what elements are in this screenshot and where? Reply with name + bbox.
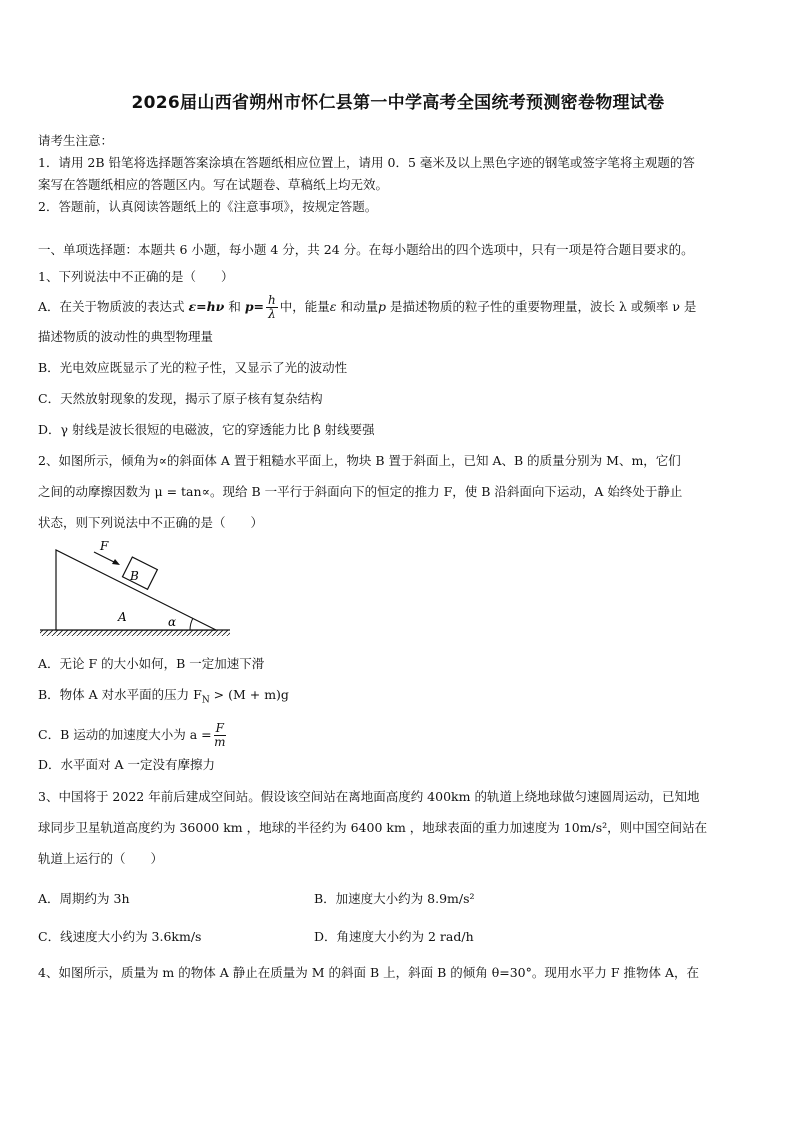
- notice-heading: 请考生注意：: [38, 133, 114, 148]
- q2-c-num: F: [215, 720, 224, 735]
- q2-stem-line2: 之间的动摩擦因数为 μ = tan∝。现给 B 一平行于斜面向下的恒定的推力 F，使 B 沿斜面向下运动，A 始终处于静止: [38, 484, 683, 499]
- q1-a-text: A．在关于物质波的表达式: [38, 299, 185, 314]
- q1-option-b: B．光电效应既显示了光的粒子性，又显示了光的波动性: [38, 360, 348, 375]
- q3-stem-line1: 3、中国将于 2022 年前后建成空间站。假设该空间站在离地面高度约 400km 的轨道上绕地球做匀速圆周运动，已知地: [38, 788, 700, 804]
- exam-page: [38, 88, 758, 984]
- q1-option-a: [38, 294, 758, 321]
- q2-option-d: D．水平面对 A 一定没有摩擦力: [38, 756, 215, 772]
- q1-a-fraction: [266, 294, 278, 321]
- q1-a-mid: 中，能量: [279, 299, 330, 314]
- q2-c-text: C．B 运动的加速度大小为 a =: [38, 726, 212, 742]
- q2-b-sub: N: [201, 695, 210, 706]
- incline-figure: [38, 540, 238, 645]
- q3-options-row1: [38, 888, 758, 910]
- q2-option-c: [38, 720, 758, 750]
- q1-a-num: h: [268, 293, 276, 307]
- q2-option-a: A．无论 F 的大小如何，B 一定加速下滑: [38, 656, 265, 671]
- q1-a-pp: p: [377, 299, 386, 314]
- block-b: [122, 557, 157, 589]
- q4-stem-line1: 4、如图所示，质量为 m 的物体 A 静止在质量为 M 的斜面 B 上，斜面 B 的倾角 θ=30°。现用水平力 F 推物体 A，在: [38, 964, 699, 980]
- notice-item-1a: 1．请用 2B 铅笔将选择题答案涂填在答题纸相应位置上，请用 0．5 毫米及以上黑色字迹的钢笔或签字笔将主观题的答: [38, 155, 695, 170]
- q2-stem-line3: 状态，则下列说法中不正确的是（ ）: [38, 515, 264, 530]
- notice-item-2: 2．答题前，认真阅读答题纸上的《注意事项》，按规定答题。: [38, 199, 378, 214]
- q1-a-post: 是描述物质的粒子性的重要物理量，波长 λ 或频率 ν 是: [386, 299, 697, 314]
- q1-a-mid2: 和动量: [336, 299, 378, 314]
- q3-option-b: B．加速度大小约为 8.9m/s²: [314, 890, 475, 906]
- q3-option-a: A．周期约为 3h: [38, 890, 130, 906]
- q2-stem-line1: 2、如图所示，倾角为∝的斜面体 A 置于粗糙水平面上，物块 B 置于斜面上，已知 A、B 的质量分别为 M、m，它们: [38, 453, 681, 468]
- label-a: A: [118, 610, 127, 624]
- q1-a-den: λ: [268, 307, 276, 321]
- q2-c-fraction: [214, 722, 226, 749]
- q1-a-eps: ε: [329, 299, 337, 314]
- q3-stem-line2: 球同步卫星轨道高度约为 36000 km ，地球的半径约为 6400 km ，地球表面的重力加速度为 10m/s²，则中国空间站在: [38, 819, 708, 835]
- q3-option-c: C．线速度大小约为 3.6km/s: [38, 928, 202, 944]
- q1-a-and: 和: [224, 299, 245, 314]
- label-b: B: [130, 569, 139, 583]
- q3-option-d: D．角速度大小约为 2 rad/h: [314, 928, 474, 944]
- q3-stem-line3: 轨道上运行的（ ）: [38, 850, 164, 866]
- label-f: F: [100, 540, 109, 553]
- q1-stem: 1、下列说法中不正确的是（ ）: [38, 269, 234, 284]
- section-heading: 一、单项选择题：本题共 6 小题，每小题 4 分，共 24 分。在每小题给出的四个选项中，只有一项是符合题目要求的。: [38, 242, 694, 257]
- notice-item-1b: 案写在答题纸相应的答题区内。写在试题卷、草稿纸上均无效。: [38, 177, 389, 192]
- ground-hatch: [40, 630, 230, 636]
- q1-a-p: p=: [244, 299, 265, 314]
- exam-title: 2026届山西省朔州市怀仁县第一中学高考全国统考预测密卷物理试卷: [131, 93, 665, 113]
- q1-option-d: D．γ 射线是波长很短的电磁波，它的穿透能力比 β 射线要强: [38, 422, 375, 437]
- q1-option-c: C．天然放射现象的发现，揭示了原子核有复杂结构: [38, 391, 323, 406]
- q1-option-a-line2: 描述物质的波动性的典型物理量: [38, 329, 214, 344]
- q2-b-text: B．物体 A 对水平面的压力 F: [38, 687, 202, 702]
- q1-a-eq1: ε=hν: [188, 299, 225, 314]
- q3-options-row2: [38, 926, 758, 948]
- q2-c-den: m: [214, 734, 226, 749]
- q2-b-tail: > (M + m)g: [209, 687, 289, 702]
- label-alpha: α: [168, 615, 177, 629]
- q2-option-b: [38, 684, 758, 712]
